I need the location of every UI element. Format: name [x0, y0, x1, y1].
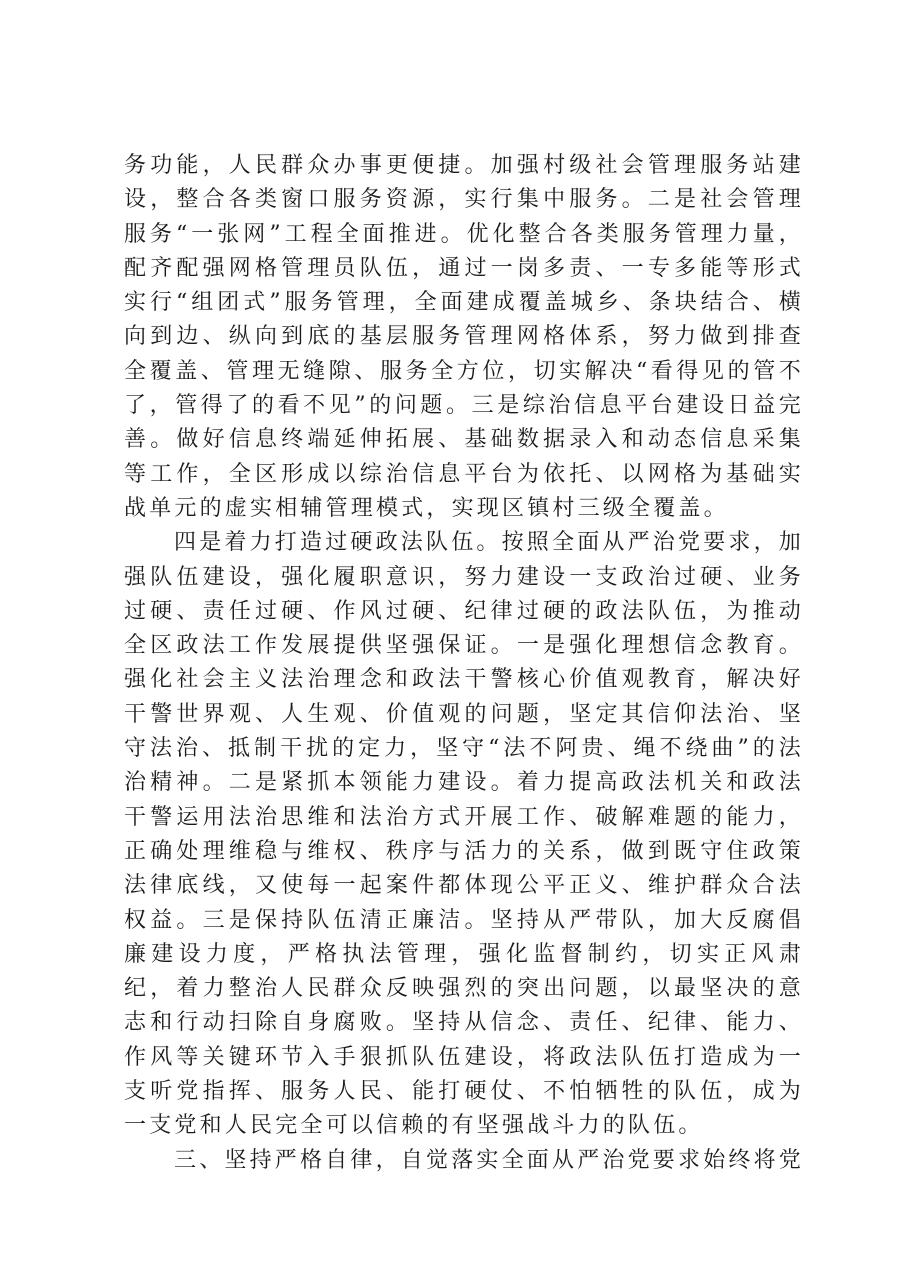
- paragraph-section-three-heading: 三、坚持严格自律，自觉落实全面从严治党要求始终将党: [174, 1147, 805, 1173]
- paragraph-team-building: 四是着力打造过硬政法队伍。按照全面从严治党要求，加强队伍建设，强化履职意识，努力建设一支政治过硬、业务过硬、责任过硬、作风过硬、纪律过硬的政法队伍，为推动全区政法工作发展提供坚强保证。一是强化理想信念教育。强化社会主义法治理念和政法干警核心价值观教育，解决好干警世界观、人生观、价值观的问题，坚定其信仰法治、坚守法治、抵制干扰的定力，坚守“法不阿贵、绳不绕曲”的法治精神。二是紧抓本领能力建设。着力提高政法机关和政法干警运用法治思维和法治方式开展工作、破解难题的能力，正确处理维稳与维权、秩序与活力的关系，做到既守住政策法律底线，又使每一起案件都体现公平正义、维护群众合法权益。三是保持队伍清正廉洁。坚持从严带队，加大反腐倡廉建设力度，严格执法管理，强化监督制约，切实正风肃纪，着力整治人民群众反映强烈的突出问题，以最坚决的意志和行动扫除自身腐败。坚持从信念、责任、纪律、能力、作风等关键环节入手狠抓队伍建设，将政法队伍打造成为一支听党指挥、服务人民、能打硬仗、不怕牺牲的队伍，成为一支党和人民完全可以信赖的有坚强战斗力的队伍。: [124, 530, 805, 1139]
- paragraph-continuation: 务功能，人民群众办事更便捷。加强村级社会管理服务站建设，整合各类窗口服务资源，实行集中服务。二是社会管理服务“一张网”工程全面推进。优化整合各类服务管理力量，配齐配强网格管理员队伍，通过一岗多责、一专多能等形式实行“组团式”服务管理，全面建成覆盖城乡、条块结合、横向到边、纵向到底的基层服务管理网格体系，努力做到排查全覆盖、管理无缝隙、服务全方位，切实解决“看得见的管不了，管得了的看不见”的问题。三是综治信息平台建设日益完善。做好信息终端延伸拓展、基础数据录入和动态信息采集等工作，全区形成以综治信息平台为依托、以网格为基础实战单元的虚实相辅管理模式，实现区镇村三级全覆盖。: [124, 153, 804, 521]
- document-body: [124, 149, 804, 1178]
